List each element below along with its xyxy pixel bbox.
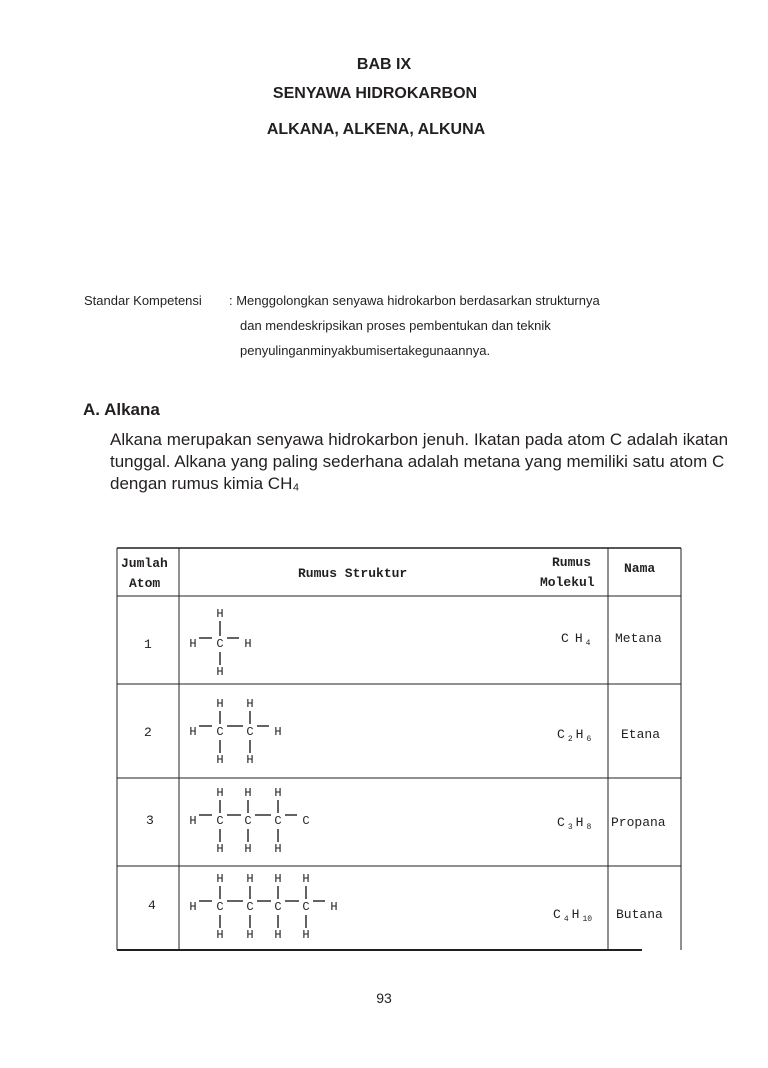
carbon-atom: C bbox=[246, 725, 254, 740]
page-number: 93 bbox=[376, 990, 392, 1006]
hydrogen-atom: H bbox=[244, 842, 252, 857]
hydrogen-atom: H bbox=[216, 607, 224, 622]
formula-hydrogen-count: 6 bbox=[586, 735, 592, 744]
formula-hydrogen: H bbox=[574, 631, 583, 646]
hydrogen-atom: H bbox=[246, 697, 254, 712]
competency-line-1: : Menggolongkan senyawa hidrokarbon berdasarkan strukturnya bbox=[229, 293, 600, 308]
row-count: 3 bbox=[146, 813, 154, 828]
section-paragraph-line: dengan rumus kimia CH₄ bbox=[110, 474, 300, 493]
formula-hydrogen: H bbox=[571, 907, 580, 922]
header-formula-line2: Molekul bbox=[540, 575, 595, 590]
hydrogen-atom: H bbox=[216, 872, 224, 887]
row-formula bbox=[553, 907, 595, 924]
hydrogen-atom: H bbox=[246, 753, 254, 768]
carbon-atom: C bbox=[302, 814, 310, 829]
carbon-atom: C bbox=[246, 900, 254, 915]
hydrogen-atom: H bbox=[216, 697, 224, 712]
section-heading: A. Alkana bbox=[83, 400, 160, 419]
carbon-atom: C bbox=[216, 637, 224, 652]
section-paragraph-line: tunggal. Alkana yang paling sederhana adalah metana yang memiliki satu atom C bbox=[110, 452, 725, 471]
hydrogen-atom: H bbox=[216, 842, 224, 857]
chapter-label: BAB IX bbox=[356, 56, 412, 73]
competency-line-2: dan mendeskripsikan proses pembentukan dan teknik bbox=[240, 318, 551, 333]
hydrogen-atom: H bbox=[274, 872, 282, 887]
formula-carbon-count: 3 bbox=[567, 823, 573, 832]
header-atom-count-line1: Jumlah bbox=[121, 556, 168, 571]
hydrogen-atom: H bbox=[189, 637, 197, 652]
hydrogen-atom: H bbox=[189, 814, 197, 829]
header-name: Nama bbox=[624, 561, 656, 576]
carbon-atom: C bbox=[244, 814, 252, 829]
formula-hydrogen-count: 4 bbox=[585, 639, 591, 648]
competency-line-3: penyulinganminyakbumisertakegunaannya. bbox=[240, 343, 491, 358]
row-formula bbox=[557, 815, 594, 832]
hydrogen-atom: H bbox=[189, 725, 197, 740]
formula-hydrogen: H bbox=[575, 815, 584, 830]
row-name: Etana bbox=[621, 727, 661, 742]
hydrogen-atom: H bbox=[246, 872, 254, 887]
formula-hydrogen: H bbox=[575, 727, 584, 742]
row-formula bbox=[557, 727, 594, 744]
hydrogen-atom: H bbox=[216, 665, 224, 680]
hydrogen-atom: H bbox=[274, 928, 282, 943]
hydrogen-atom: H bbox=[302, 872, 310, 887]
carbon-atom: C bbox=[302, 900, 310, 915]
hydrogen-atom: H bbox=[244, 786, 252, 801]
formula-carbon: C bbox=[553, 907, 561, 922]
carbon-atom: C bbox=[216, 725, 224, 740]
row-count: 4 bbox=[148, 898, 156, 913]
hydrogen-atom: H bbox=[216, 786, 224, 801]
hydrogen-atom: H bbox=[302, 928, 310, 943]
header-atom-count-line2: Atom bbox=[129, 576, 161, 591]
section-paragraph-line: Alkana merupakan senyawa hidrokarbon jenuh. Ikatan pada atom C adalah ikatan bbox=[110, 430, 729, 449]
hydrogen-atom: H bbox=[189, 900, 197, 915]
formula-hydrogen-count: 8 bbox=[586, 823, 592, 832]
header-formula-line1: Rumus bbox=[552, 555, 592, 570]
formula-carbon: C bbox=[557, 727, 565, 742]
hydrogen-atom: H bbox=[216, 753, 224, 768]
hydrogen-atom: H bbox=[330, 900, 338, 915]
hydrogen-atom: H bbox=[216, 928, 224, 943]
formula-hydrogen-count: 10 bbox=[582, 915, 593, 924]
formula-carbon: C bbox=[561, 631, 569, 646]
row-count: 1 bbox=[144, 637, 152, 652]
carbon-atom: C bbox=[216, 814, 224, 829]
hydrogen-atom: H bbox=[274, 786, 282, 801]
carbon-atom: C bbox=[274, 814, 282, 829]
hydrogen-atom: H bbox=[274, 842, 282, 857]
formula-carbon-count: 4 bbox=[563, 915, 569, 924]
row-formula bbox=[561, 631, 593, 648]
row-count: 2 bbox=[144, 725, 152, 740]
row-name: Propana bbox=[611, 815, 666, 830]
formula-carbon: C bbox=[557, 815, 565, 830]
row-name: Metana bbox=[615, 631, 662, 646]
chapter-subtitle: ALKANA, ALKENA, ALKUNA bbox=[266, 121, 486, 138]
hydrogen-atom: H bbox=[274, 725, 282, 740]
chapter-title: SENYAWA HIDROKARBON bbox=[272, 85, 478, 102]
row-name: Butana bbox=[616, 907, 663, 922]
hydrogen-atom: H bbox=[244, 637, 252, 652]
carbon-atom: C bbox=[216, 900, 224, 915]
header-structure: Rumus Struktur bbox=[298, 566, 408, 581]
competency-label: Standar Kompetensi bbox=[84, 293, 202, 308]
formula-carbon-count: 2 bbox=[567, 735, 573, 744]
hydrogen-atom: H bbox=[246, 928, 254, 943]
carbon-atom: C bbox=[274, 900, 282, 915]
